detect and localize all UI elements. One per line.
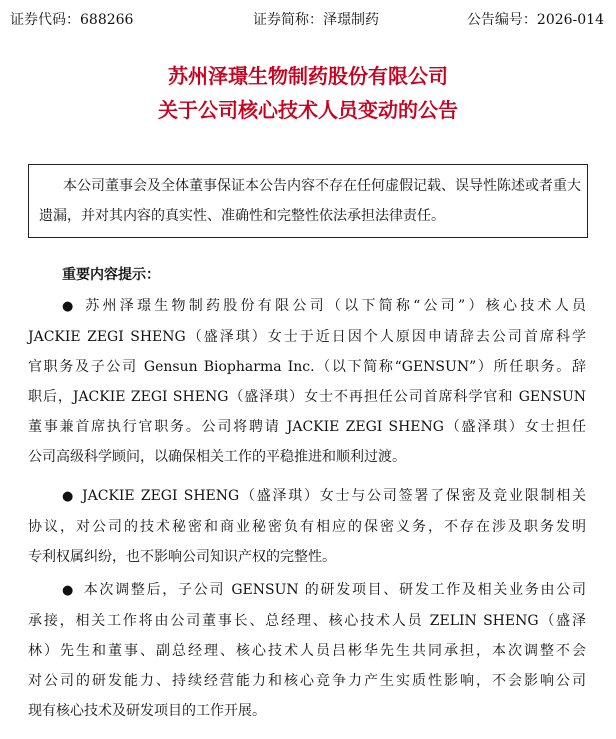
paragraph-line: ● 苏州泽璟生物制药股份有限公司（以下简称“公司”）核心技术人员 <box>28 291 586 322</box>
paragraph-line: 专利权属纠纷，也不影响公司知识产权的完整性。 <box>28 549 336 565</box>
paragraph-line: ● JACKIE ZEGI SHENG（盛泽琪）女士与公司签署了保密及竞业限制相关 <box>28 481 586 512</box>
key-point-2 <box>28 481 586 572</box>
paragraph-line: 官职务及子公司 Gensun Biopharma Inc.（以下简称“GENSUN”）所任职务。辞 <box>28 359 586 375</box>
security-code: 证券代码：688266 <box>10 12 134 28</box>
security-abbreviation: 证券简称：泽璟制药 <box>253 12 379 28</box>
paragraph-line: 林）先生和董事、副总经理、核心技术人员吕彬华先生共同承担，本次调整不会 <box>28 643 586 659</box>
board-guarantee-notice <box>28 164 588 238</box>
announcement-number: 公告编号：2026-014 <box>466 12 604 28</box>
paragraph-line: ● 本次调整后，子公司 GENSUN 的研发项目、研发工作及相关业务由公司 <box>28 575 586 606</box>
paragraph-line: 协议，对公司的技术秘密和商业秘密负有相应的保密义务，不存在涉及职务发明 <box>28 519 586 535</box>
paragraph-line: 对公司的研发能力、持续经营能力和核心竞争力产生实质性影响，不会影响公司 <box>28 673 586 689</box>
bullet-icon: ● <box>62 583 74 598</box>
paragraph-line: 公司高级科学顾问，以确保相关工作的平稳推进和顺利过渡。 <box>28 449 406 465</box>
key-points-heading: 重要内容提示： <box>62 267 160 283</box>
notice-text: 本公司董事会及全体董事保证本公告内容不存在任何虚假记载、误导性陈述或者重大遗漏，并对其内容的真实性、准确性和完整性依法承担法律责任。 <box>39 178 581 224</box>
bullet-icon: ● <box>62 489 74 504</box>
announcement-title: 关于公司核心技术人员变动的公告 <box>158 98 458 122</box>
company-name-title: 苏州泽璟生物制药股份有限公司 <box>168 64 448 88</box>
paragraph-line: 承接，相关工作将由公司董事长、总经理、核心技术人员 ZELIN SHENG（盛泽 <box>28 613 586 629</box>
bullet-icon: ● <box>62 299 74 314</box>
key-point-3 <box>28 575 586 726</box>
document-header <box>10 9 604 31</box>
paragraph-line: 现有核心技术及研发项目的工作开展。 <box>28 703 266 719</box>
paragraph-line: 职后，JACKIE ZEGI SHENG（盛泽琪）女士不再担任公司首席科学官和 GENSUN <box>28 389 586 405</box>
key-point-1 <box>28 291 586 472</box>
paragraph-line: JACKIE ZEGI SHENG（盛泽琪）女士于近日因个人原因申请辞去公司首席科学 <box>28 329 586 345</box>
paragraph-line: 董事兼首席执行官职务。公司将聘请 JACKIE ZEGI SHENG（盛泽琪）女士担任 <box>28 419 586 435</box>
